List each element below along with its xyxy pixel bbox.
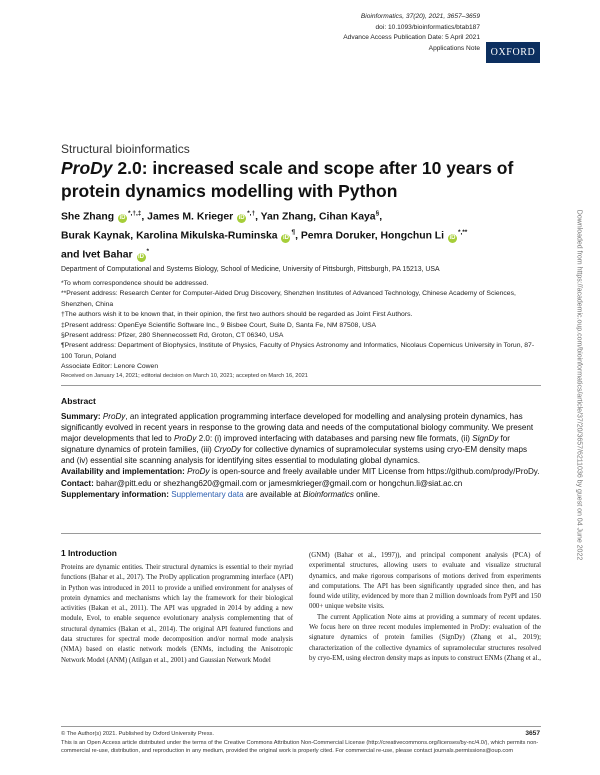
summary-text: for collective dynamics of supramolecular systems using cryo-EM density maps and (iv) essential site scanning analysis for identifying sites essential to modulating global dynamics. [61,445,528,466]
divider [61,385,541,386]
affiliation: Department of Computational and Systems Biology, School of Medicine, University of Pittsburgh, Pittsburgh, PA 15213, USA [61,266,440,273]
download-watermark-text: Downloaded from https://academic.oup.com/bioinformatics/article/37/20/3657/6211036 by guest on 04 June 2022 [575,209,583,561]
note-present-address: ¶Present address: Department of Biophysics, Institute of Physics, Faculty of Physics Astronomy and Informatics, Nicolaus Copernicus University in Torun, 87-100 Torun, Poland [61,342,535,360]
abstract-contact [61,478,541,489]
received-dates: Received on January 14, 2021; editorial decision on March 10, 2021; accepted on March 16, 2021 [61,373,308,379]
author-footnote-mark: § [375,210,380,217]
note-joint-first: †The authors wish it to be known that, in their opinion, the first two authors should be regarded as Joint First Authors. [61,311,413,319]
body-column-left [61,563,293,666]
title-rest: 2.0: increased scale and scope after 10 years of protein dynamics modelling with Python [61,158,514,201]
page-number: 3657 [525,730,540,737]
journal-name: Bioinformatics [303,489,354,499]
note-present-address: **Present address: Research Center for Computer-Aided Drug Discovery, Shenzhen Institutes of Advanced Technology, Chinese Academy of Sciences, Shenzhen, China [61,290,516,308]
summary-label: Summary: [61,412,101,421]
license-text: This is an Open Access article distributed under the terms of the Creative Commons Attribution Non-Commercial License (http://creativecommons.org/licenses/by-nc/4.0/), which permits non-commercial re-use, distribution, and reproduction in any medium, provided the original work is properly cited. For commercial re-use, please contact journals.permissions@oup.com [61,740,539,755]
author-list [61,206,531,263]
body-column-right [309,551,541,664]
abstract-heading: Abstract [61,396,96,406]
availability-text[interactable]: is open-source and freely available under MIT License from https://github.com/prody/ProDy. [209,467,540,477]
author-footnote-mark: * [146,248,150,256]
abstract-body [61,411,541,500]
note-present-address: §Present address: Pfizer, 280 Shennecossett Rd, Groton, CT 06340, USA [61,332,284,340]
abstract-supplementary [61,489,541,500]
intro-paragraph: Proteins are dynamic entities. Their structural dynamics is essential to their myriad functions (Bahar et al., 2017). The ProDy application programming interface (API) in Python was introduced in 2011 to provide a unified environment for analyses of protein dynamics and mechanisms which lay the framework for their biological activities (Bakan et al., 2011). The API was upgraded in 2014 by adding a new module, Evol, to enable sequence evolutionary analysis complementing that of structural dynamics (Bakan et al., 2014). The original API featured functions and data structures for spectral mode decomposition and/or normal mode analysis (NMA) based on elastic network models (ENMs, including the Anisotropic Network Model (ANM) (Atilgan et al., 2001) and Gaussian Network Model [61,564,293,664]
abstract-availability [61,466,541,477]
article-type: Applications Note [428,44,480,52]
supplementary-link[interactable]: Supplementary data [171,489,244,499]
author-separator: , [379,211,383,223]
orcid-icon[interactable]: iD [449,234,456,241]
title-prody: ProDy [61,158,113,178]
author-notes [61,279,541,373]
availability-label: Availability and implementation: [61,467,185,477]
supplementary-label: Supplementary information: [61,489,169,499]
signdy-term: SignDy [472,434,499,444]
oxford-logo-text: OXFORD [490,47,536,58]
contact-label: Contact: [61,478,94,488]
author-name: , Pemra Doruker, Hongchun Li [295,230,445,242]
prody-term: ProDy [187,467,210,477]
author-footnote-mark: *,** [457,229,468,237]
author-name: , James M. Krieger [141,211,234,223]
supplementary-text: online. [353,489,380,499]
orcid-icon[interactable]: iD [282,234,289,241]
author-name: , Yan Zhang, Cihan Kaya [255,211,376,223]
abstract-summary [61,411,541,466]
note-present-address: ‡Present address: OpenEye Scientific Software Inc., 9 Bisbee Court, Suite D, Santa Fe, NM 87508, USA [61,321,377,329]
note-correspondence: *To whom correspondence should be addressed. [61,280,209,287]
advance-access-date: Advance Access Publication Date: 5 April 2021 [343,34,480,42]
associate-editor: Associate Editor: Lenore Cowen [61,363,159,371]
orcid-icon[interactable]: iD [119,215,126,222]
oxford-logo [486,42,540,63]
supplementary-text: are available at [243,489,304,499]
author-footnote-mark: *,†,‡ [128,210,142,217]
journal-citation: Bioinformatics, 37(20), 2021, 3657–3659 [360,13,480,20]
author-footnote-mark: *,† [247,210,256,217]
summary-text: for signature dynamics of protein families, (iii) [61,434,510,455]
summary-text: 2.0: (i) improved interfacing with databases and parsing new file formats, (ii) [196,434,473,444]
prody-term: ProDy [102,412,126,421]
author-name: and Ivet Bahar [61,249,133,261]
summary-text: , an integrated application programming interface developed for modelling and analysing protein dynamics, has significantly evolved in recent years in response to the growing data and needs of the computational biology community. We present major developments that led to [61,412,534,444]
contact-emails[interactable]: bahar@pitt.edu or shezhang620@gmail.com or jamesmkrieger@gmail.com or hongchun.li@siat.ac.cn [93,478,463,488]
intro-paragraph: The current Application Note aims at providing a summary of recent updates. We focus here on three recent modules implemented in ProDy: evaluation of the signature dynamics of protein families (SignDy) (Zhang et al., 2019); characterization of the collective dynamics of supramolecular structures resolved by cryo-EM, using electron density maps as inputs to construct ENMs (Zhang et al., [309,613,541,662]
author-name: Burak Kaynak, Karolina Mikulska-Ruminska [61,230,278,242]
orcid-icon[interactable]: iD [238,215,245,222]
divider [61,726,541,727]
prody-term: ProDy [173,434,197,444]
section-label: Structural bioinformatics [61,142,190,156]
doi-line[interactable]: doi: 10.1093/bioinformatics/btab187 [375,23,480,31]
article-title [61,157,531,203]
orcid-icon[interactable]: iD [138,253,144,260]
intro-paragraph: (GNM) (Bahar et al., 1997)), and principal component analysis (PCA) of experimental structures, allowing users to evaluate and visualize structural dynamics, and make rigorous comparisons of motions derived from experiments and computations. The API has been significantly upgraded since then, and has found wide utility, evidenced by more than 2 million downloads from PyPI and 150 000+ unique website visits. [309,552,541,611]
download-watermark [573,190,585,580]
journal-header [220,12,480,54]
author-footnote-mark: ¶ [291,229,296,237]
author-name: She Zhang [61,211,115,223]
section-heading-introduction: 1 Introduction [61,548,117,558]
copyright-line: © The Author(s) 2021. Published by Oxford University Press. [61,731,214,737]
cryody-term: CryoDy [213,445,241,455]
divider [61,533,541,534]
